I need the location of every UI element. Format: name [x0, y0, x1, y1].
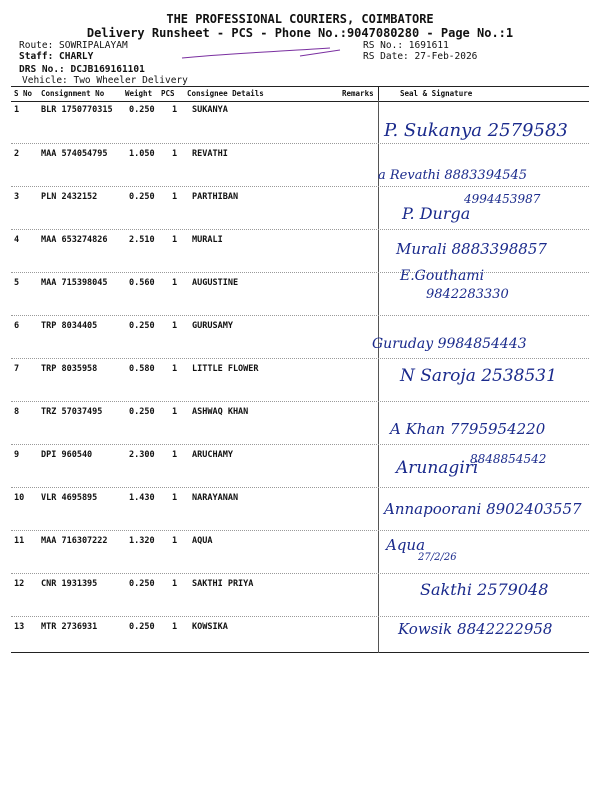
cell-consignee: REVATHI: [192, 149, 228, 159]
col-weight: Weight: [125, 89, 153, 98]
cell-consignee: PARTHIBAN: [192, 192, 239, 202]
company-title: THE PROFESSIONAL COURIERS, COIMBATORE: [166, 12, 434, 26]
cell-weight: 0.250: [129, 321, 155, 331]
cell-pcs: 1: [172, 536, 178, 546]
signature-2: a Revathi 8883394545: [378, 168, 528, 183]
cell-sno: 7: [14, 364, 20, 374]
cell-pcs: 1: [172, 579, 178, 589]
cell-sno: 11: [14, 536, 25, 546]
cell-weight: 0.560: [129, 278, 155, 288]
cell-consignment: MAA 574054795: [41, 149, 108, 159]
cell-pcs: 1: [172, 450, 178, 460]
signature-15: 27/2/26: [418, 552, 457, 563]
cell-consignee: NARAYANAN: [192, 493, 239, 503]
route-label: Route: SOWRIPALAYAM: [19, 40, 128, 51]
cell-sno: 13: [14, 622, 25, 632]
cell-consignment: PLN 2432152: [41, 192, 98, 202]
signature-5: Murali 8883398857: [396, 240, 547, 258]
cell-pcs: 1: [172, 407, 178, 417]
cell-pcs: 1: [172, 105, 178, 115]
cell-consignee: ARUCHAMY: [192, 450, 233, 460]
cell-consignment: TRP 8035958: [41, 364, 98, 374]
cell-weight: 1.050: [129, 149, 155, 159]
rs-date: RS Date: 27-Feb-2026: [363, 51, 478, 62]
cell-pcs: 1: [172, 235, 178, 245]
cell-consignee: GURUSAMY: [192, 321, 233, 331]
cell-consignee: LITTLE FLOWER: [192, 364, 259, 374]
cell-sno: 8: [14, 407, 20, 417]
cell-weight: 0.250: [129, 579, 155, 589]
cell-consignment: MAA 716307222: [41, 536, 108, 546]
cell-weight: 1.320: [129, 536, 155, 546]
cell-sno: 12: [14, 579, 25, 589]
cell-weight: 0.250: [129, 407, 155, 417]
signature-16: Sakthi 2579048: [420, 580, 549, 599]
col-sno: S No: [14, 89, 33, 98]
signature-7: 9842283330: [426, 287, 509, 302]
cell-sno: 9: [14, 450, 20, 460]
vehicle-label: Vehicle: Two Wheeler Delivery: [22, 75, 188, 86]
cell-weight: 0.250: [129, 622, 155, 632]
cell-sno: 3: [14, 192, 20, 202]
signature-9: N Saroja 2538531: [400, 366, 557, 386]
cell-consignment: BLR 1750770315: [41, 105, 113, 115]
cell-consignee: AUGUSTINE: [192, 278, 239, 288]
cell-consignment: TRZ 57037495: [41, 407, 103, 417]
signature-1: P. Sukanya 2579583: [384, 120, 568, 141]
rs-number: RS No.: 1691611: [363, 40, 449, 51]
cell-consignment: CNR 1931395: [41, 579, 98, 589]
signature-14: Aqua: [386, 536, 426, 554]
cell-sno: 10: [14, 493, 25, 503]
cell-sno: 2: [14, 149, 20, 159]
pen-mark: [180, 44, 360, 64]
cell-weight: 2.300: [129, 450, 155, 460]
cell-pcs: 1: [172, 278, 178, 288]
cell-consignee: SUKANYA: [192, 105, 228, 115]
table-row: [11, 444, 589, 488]
cell-consignment: TRP 8034405: [41, 321, 98, 331]
cell-consignment: MAA 715398045: [41, 278, 108, 288]
drs-label: DRS No.: DCJB169161101: [19, 64, 145, 75]
cell-pcs: 1: [172, 364, 178, 374]
cell-consignment: MAA 653274826: [41, 235, 108, 245]
signature-10: A Khan 7795954220: [390, 420, 546, 438]
cell-pcs: 1: [172, 622, 178, 632]
cell-consignee: MURALI: [192, 235, 223, 245]
signature-13: Annapoorani 8902403557: [384, 500, 582, 518]
col-consignee: Consignee Details: [187, 89, 264, 98]
cell-weight: 0.580: [129, 364, 155, 374]
cell-weight: 2.510: [129, 235, 155, 245]
cell-sno: 5: [14, 278, 20, 288]
cell-pcs: 1: [172, 149, 178, 159]
signature-3: 4994453987: [464, 192, 541, 206]
cell-sno: 4: [14, 235, 20, 245]
runsheet-title: Delivery Runsheet - PCS - Phone No.:9047080280 - Page No.:1: [86, 26, 514, 40]
cell-consignment: VLR 4695895: [41, 493, 98, 503]
signature-8: Guruday 9984854443: [372, 336, 527, 352]
signature-6: E.Gouthami: [400, 268, 485, 284]
signature-4: P. Durga: [402, 204, 471, 223]
header-divider: [378, 86, 379, 100]
signature-12: Arunagiri: [396, 458, 479, 478]
col-remarks: Remarks: [342, 89, 374, 98]
cell-weight: 0.250: [129, 192, 155, 202]
staff-label: Staff: CHARLY: [19, 51, 94, 62]
table-row: [11, 530, 589, 574]
col-pcs: PCS: [161, 89, 175, 98]
col-seal: Seal & Signature: [400, 89, 473, 98]
cell-consignment: DPI 960540: [41, 450, 93, 460]
cell-sno: 6: [14, 321, 20, 331]
signature-17: Kowsik 8842222958: [398, 620, 553, 638]
signature-11: 8848854542: [470, 452, 547, 466]
cell-pcs: 1: [172, 192, 178, 202]
cell-consignee: ASHWAQ KHAN: [192, 407, 249, 417]
cell-weight: 1.430: [129, 493, 155, 503]
cell-consignee: KOWSIKA: [192, 622, 228, 632]
cell-sno: 1: [14, 105, 20, 115]
cell-pcs: 1: [172, 493, 178, 503]
cell-pcs: 1: [172, 321, 178, 331]
cell-consignment: MTR 2736931: [41, 622, 98, 632]
cell-weight: 0.250: [129, 105, 155, 115]
col-consignment: Consignment No: [41, 89, 105, 98]
cell-consignee: SAKTHI PRIYA: [192, 579, 254, 589]
cell-consignee: AQUA: [192, 536, 213, 546]
